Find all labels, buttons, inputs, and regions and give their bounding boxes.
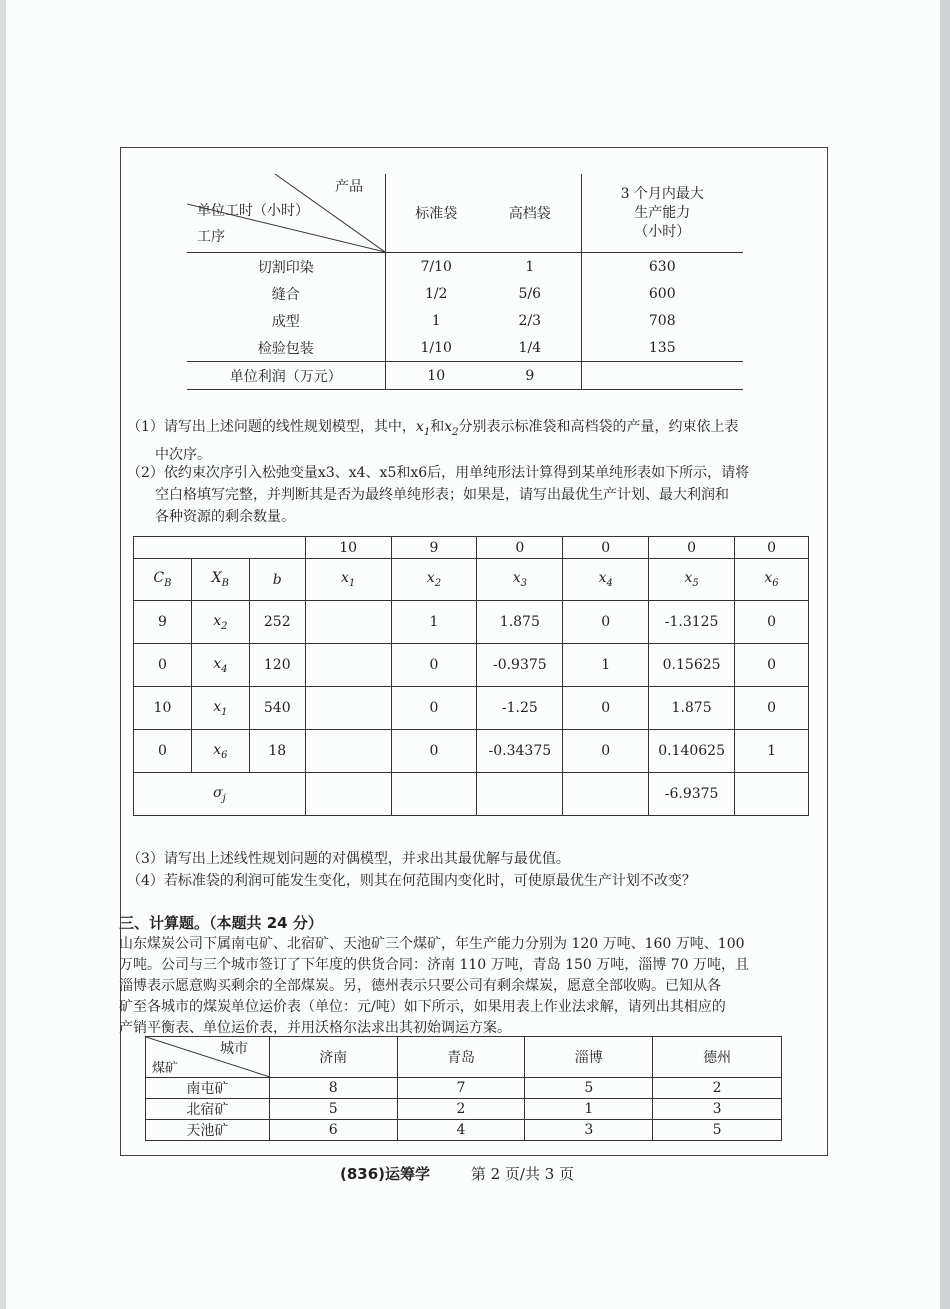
table-row: 0 $x_4$ 120 0 -0.9375 1 0.15625 0 — [134, 644, 809, 687]
header-x3: $x_3$ — [477, 559, 563, 601]
std-hours: 1/10 — [420, 339, 452, 356]
blank-cell[interactable] — [305, 773, 391, 816]
blank-cell[interactable] — [735, 773, 809, 816]
hours-cell — [385, 307, 581, 334]
cost-x1: 10 — [305, 537, 391, 559]
table-row: 10 $x_1$ 540 0 -1.25 0 1.875 0 — [134, 687, 809, 730]
cost-x2: 9 — [391, 537, 477, 559]
hours-cell — [385, 253, 581, 281]
exam-frame — [120, 147, 828, 1156]
mine-label: 北宿矿 — [146, 1099, 270, 1120]
capacity-value: 135 — [581, 334, 743, 362]
std-profit: 10 — [427, 367, 446, 384]
high-hours: 5/6 — [518, 285, 542, 302]
cost-row — [134, 537, 809, 559]
section-3-title: 三、计算题。（本题共 24 分） — [119, 914, 323, 932]
header-x5: $x_5$ — [649, 559, 735, 601]
table-row: 北宿矿 5 2 1 3 — [146, 1099, 782, 1120]
table-row: 0 $x_6$ 18 0 -0.34375 0 0.140625 1 — [134, 730, 809, 773]
header-x2: $x_2$ — [391, 559, 477, 601]
question-1 — [127, 416, 823, 466]
std-hours: 1 — [431, 312, 441, 329]
high-hours: 1/4 — [518, 339, 542, 356]
header-x4: $x_4$ — [563, 559, 649, 601]
header-cb: $C_B$ — [134, 559, 192, 601]
blank-cell[interactable] — [305, 730, 391, 773]
profit-empty — [581, 362, 743, 390]
high-hours: 2/3 — [518, 312, 542, 329]
capacity-value: 600 — [581, 280, 743, 307]
transport-corner-cell — [146, 1037, 270, 1078]
city-zibo: 淄博 — [525, 1037, 653, 1078]
std-hours: 7/10 — [420, 258, 452, 275]
transport-cost-table — [145, 1036, 782, 1141]
header-unit-hours-label: 单位工时（小时） — [197, 203, 309, 219]
simplex-table — [133, 536, 809, 816]
high-hours: 1 — [525, 258, 535, 275]
blank-cell[interactable] — [477, 773, 563, 816]
blank-cell[interactable] — [305, 601, 391, 644]
header-premium-bag: 高档袋 — [508, 206, 551, 222]
process-label: 缝合 — [187, 280, 385, 307]
blank-cell[interactable] — [563, 773, 649, 816]
city-dezhou: 德州 — [653, 1037, 782, 1078]
profit-label: 单位利润（万元） — [187, 362, 385, 390]
header-capacity: 3 个月内最大 生产能力 （小时） — [581, 174, 743, 253]
table-row: 9 $x_2$ 252 1 1.875 0 -1.3125 0 — [134, 601, 809, 644]
question-2-line-1: （2）依约束次序引入松弛变量x3、x4、x5和x6后，用单纯形法计算得到某单纯形表如下所示，请将 — [127, 465, 750, 481]
course-code: (836)运筹学 — [340, 1165, 431, 1183]
blank-cell[interactable] — [305, 644, 391, 687]
table-row: 天池矿 6 4 3 5 — [146, 1120, 782, 1141]
question-2 — [127, 462, 823, 528]
question-2-line-2: 空白格填写完整，并判断其是否为最终单纯形表；如果是，请写出最优生产计划、最大利润和 — [155, 487, 729, 503]
sigma-x5: -6.9375 — [649, 773, 735, 816]
table-row — [187, 253, 743, 281]
profit-row — [187, 362, 743, 390]
diagonal-header-cell — [187, 174, 385, 253]
production-hours-table — [187, 174, 743, 390]
section-3-text: 山东煤炭公司下属南屯矿、北宿矿、天池矿三个煤矿，年生产能力分别为 120 万吨、160 万吨、100 万吨。公司与三个城市签订了下年度的供货合同：济南 110 万吨，青岛 150 万吨，淄博 70 万吨，且 淄博表示愿意购买剩余的全部煤炭。另，德州表示只要公司有剩余煤炭，愿意全部收购。已知从各 矿至各城市的煤炭单位运价表（单位：元/吨）如下所示，如果用表上作业法求解，请列出其相应的 产销平衡表、单位运价表，并用沃格尔法求出其初始调运方案。 — [119, 936, 749, 1036]
question-1-line-1: （1）请写出上述问题的线性规划模型，其中，$x_1$和$x_2$分别表示标准袋和高档袋的产量，约束依上表 — [127, 419, 739, 438]
header-x6: $x_6$ — [735, 559, 809, 601]
transport-header-row — [146, 1037, 782, 1078]
cost-x3: 0 — [477, 537, 563, 559]
city-jinan: 济南 — [269, 1037, 397, 1078]
cost-x6: 0 — [735, 537, 809, 559]
sigma-label: $\sigma_j$ — [134, 773, 306, 816]
hours-cell — [385, 334, 581, 362]
header-process-label: 工序 — [197, 229, 225, 245]
page-footer — [340, 1163, 574, 1184]
simplex-header-row — [134, 559, 809, 601]
cost-x5: 0 — [649, 537, 735, 559]
header-product-label: 产品 — [335, 179, 363, 195]
table-row: 南屯矿 8 7 5 2 — [146, 1078, 782, 1099]
sigma-row — [134, 773, 809, 816]
table-row — [187, 307, 743, 334]
blank-cell[interactable] — [391, 773, 477, 816]
corner-city-label: 城市 — [220, 1041, 248, 1057]
header-products — [385, 174, 581, 253]
process-label: 成型 — [187, 307, 385, 334]
hours-cell — [385, 280, 581, 307]
question-4: （4）若标准袋的利润可能发生变化，则其在何范围内变化时，可使原最优生产计划不改变？ — [127, 873, 696, 889]
process-label: 切割印染 — [187, 253, 385, 281]
mine-label: 天池矿 — [146, 1120, 270, 1141]
table-row — [187, 280, 743, 307]
table-row — [187, 334, 743, 362]
scan-edge-right — [940, 0, 950, 1309]
mine-label: 南屯矿 — [146, 1078, 270, 1099]
question-2-line-3: 各种资源的剩余数量。 — [155, 509, 295, 525]
header-standard-bag: 标准袋 — [415, 206, 458, 222]
question-1-line-2: 中次序。 — [155, 446, 211, 463]
header-xb: $X_B$ — [191, 559, 249, 601]
process-label: 检验包装 — [187, 334, 385, 362]
question-3: （3）请写出上述线性规划问题的对偶模型，并求出其最优解与最优值。 — [127, 851, 570, 867]
cost-x4: 0 — [563, 537, 649, 559]
profit-cell — [385, 362, 581, 390]
header-b: b — [249, 559, 305, 601]
capacity-value: 630 — [581, 253, 743, 281]
high-profit: 9 — [525, 367, 535, 384]
capacity-value: 708 — [581, 307, 743, 334]
std-hours: 1/2 — [424, 285, 448, 302]
corner-mine-label: 煤矿 — [152, 1061, 179, 1076]
scan-edge-left — [0, 0, 6, 1309]
header-x1: $x_1$ — [305, 559, 391, 601]
blank-cell[interactable] — [305, 687, 391, 730]
city-qingdao: 青岛 — [397, 1037, 525, 1078]
page-number: 第 2 页/共 3 页 — [470, 1165, 575, 1183]
